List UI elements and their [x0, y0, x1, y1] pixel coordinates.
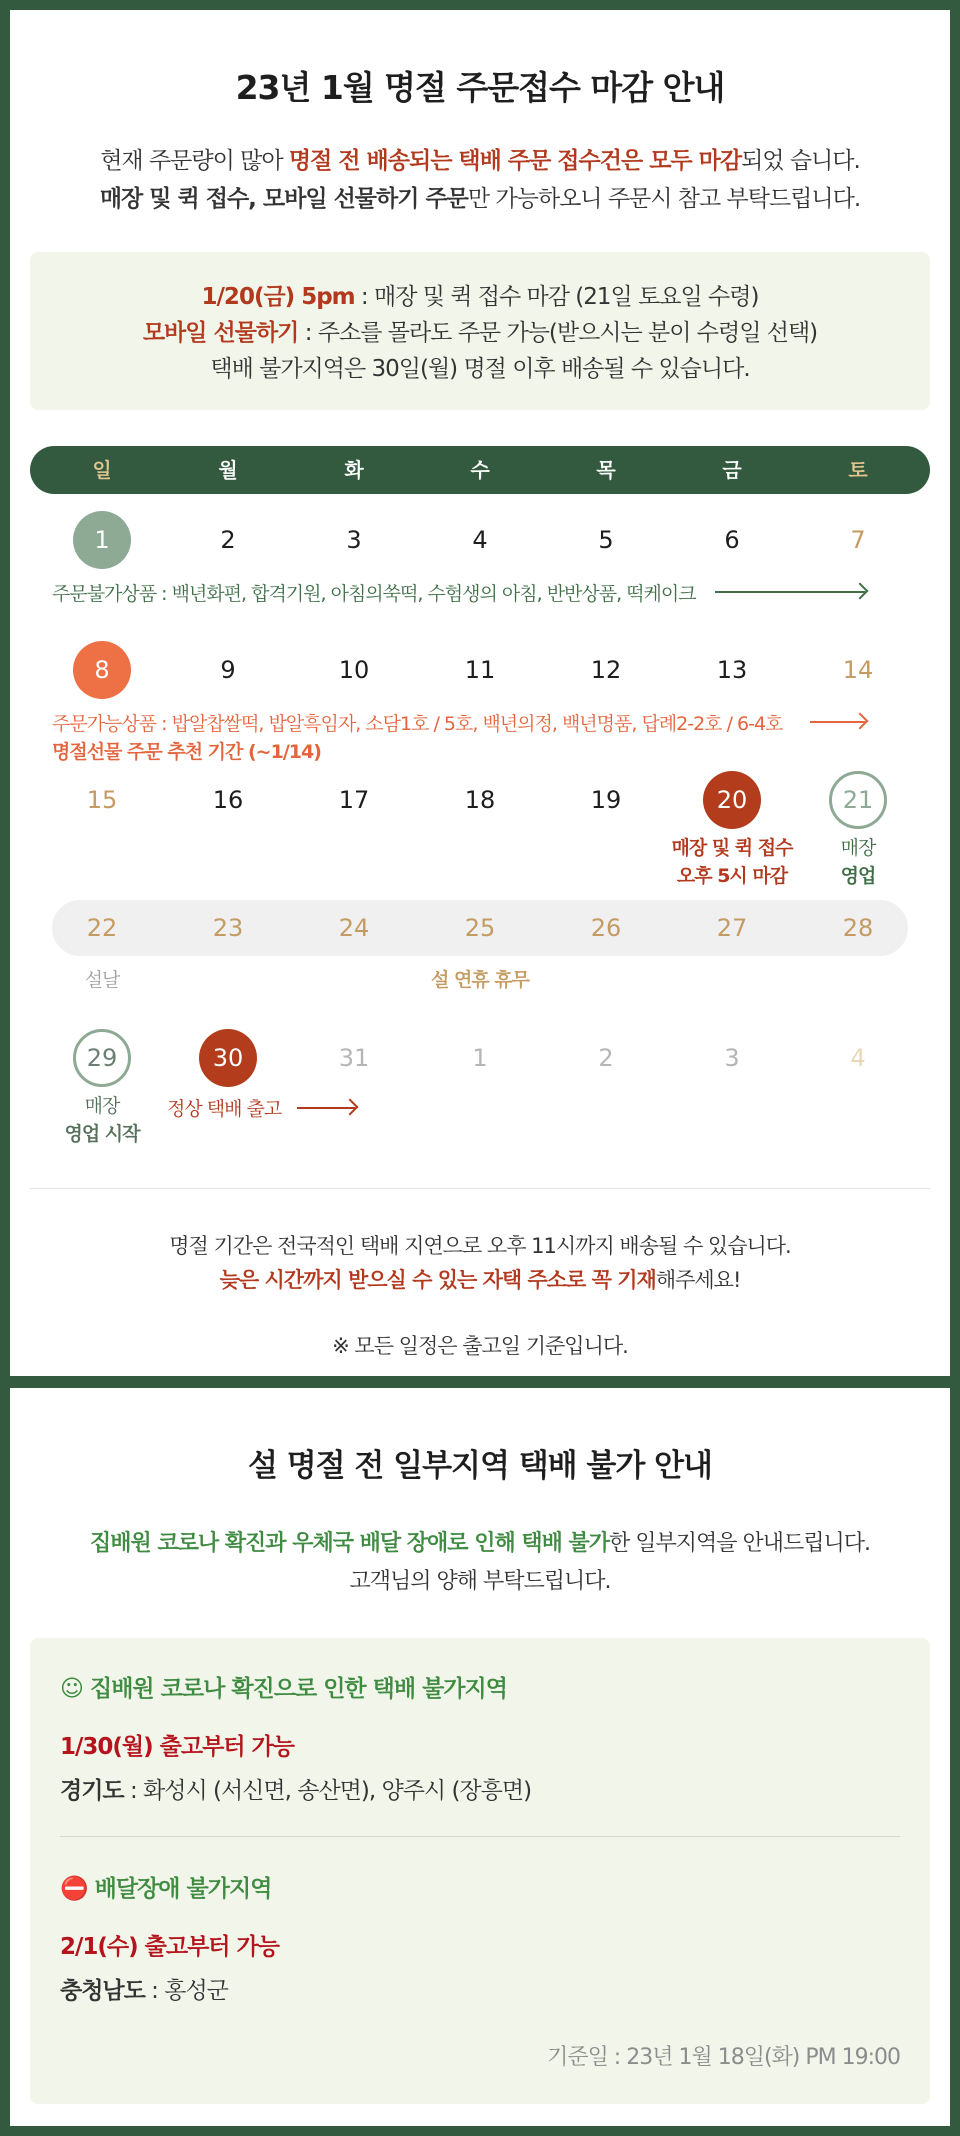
calendar-day: 5 [598, 526, 614, 554]
calendar-day: 3 [724, 1044, 740, 1072]
calendar-day: 23 [212, 914, 244, 942]
calendar-weekday-header [30, 446, 930, 494]
calendar-day: 21 [829, 771, 887, 829]
region-name: 충청남도 [60, 1978, 145, 2004]
calendar-day: 13 [716, 656, 748, 684]
address-notice [10, 1264, 950, 1294]
weekday-wed: 수 [470, 458, 490, 482]
group2-date: 2/1(수) 출고부터 가능 [60, 1934, 279, 1960]
holiday-closed-note: 설 연휴 휴무 [431, 969, 529, 991]
smile-emoji-icon: ☺ [60, 1676, 83, 1702]
calendar-day: 14 [842, 656, 874, 684]
note-line: 영업 [840, 865, 876, 887]
calendar-day: 8 [73, 641, 131, 699]
calendar-day: 16 [212, 786, 244, 814]
restriction-intro-1 [10, 1526, 950, 1557]
weekday-sun: 일 [92, 458, 112, 482]
note-line: 오후 5시 마감 [676, 865, 788, 887]
calendar-day: 30 [199, 1029, 257, 1087]
weekday-mon: 월 [218, 458, 238, 482]
deadline-20-note [652, 834, 812, 890]
restriction-intro-2: 고객님의 양해 부탁드립니다. [349, 1569, 611, 1594]
intro-line-2 [10, 180, 950, 213]
notice-text: : 주소를 몰라도 주문 가능(받으시는 분이 수령일 선택) [298, 320, 818, 346]
intro-bold: 매장 및 퀵 접수, 모바일 선물하기 주문 [99, 186, 468, 212]
calendar-day: 28 [842, 914, 874, 942]
calendar-day: 1 [73, 511, 131, 569]
arrow-right-icon [715, 591, 865, 593]
page-title: 23년 1월 명절 주문접수 마감 안내 [235, 68, 725, 107]
restriction-highlight: 집배원 코로나 확진과 우체국 배달 장애로 인해 택배 불가 [89, 1531, 610, 1556]
calendar-day: 4 [472, 526, 488, 554]
weekday-fri: 금 [722, 458, 742, 482]
calendar-day: 15 [86, 786, 118, 814]
order-deadline-panel [10, 10, 950, 1376]
notice-line-1 [30, 278, 930, 311]
recommend-period-note: 명절선물 주문 추천 기간 (~1/14) [52, 741, 321, 763]
calendar-day: 27 [716, 914, 748, 942]
region-detail: : 홍성군 [144, 1978, 228, 2004]
group2-heading [60, 1870, 271, 1903]
intro-text: 현재 주문량이 많아 [100, 148, 289, 174]
deadline-notice-box [30, 252, 930, 410]
region-name: 경기도 [60, 1778, 124, 1804]
restriction-box [30, 1638, 930, 2104]
group1-title: 집배원 코로나 확진으로 인한 택배 불가지역 [90, 1676, 507, 1702]
calendar-day: 7 [850, 526, 866, 554]
calendar-day: 18 [464, 786, 496, 814]
intro-line-1 [10, 142, 950, 175]
note-line: 영업 시작 [64, 1123, 140, 1145]
calendar-day: 22 [86, 914, 118, 942]
notice-text: : 매장 및 퀵 접수 마감 (21일 토요일 수령) [354, 284, 759, 310]
weekday-tue: 화 [344, 458, 364, 482]
address-highlight: 늦은 시간까지 받으실 수 있는 자택 주소로 꼭 기재 [219, 1268, 656, 1292]
arrow-right-icon [297, 1107, 355, 1109]
group1-heading [60, 1670, 507, 1703]
intro-text: 만 가능하오니 주문시 참고 부탁드립니다. [467, 186, 861, 212]
intro-highlight: 명절 전 배송되는 택배 주문 접수건은 모두 마감 [288, 148, 742, 174]
schedule-basis-note: ※ 모든 일정은 출고일 기준입니다. [332, 1334, 628, 1358]
available-products-note: 주문가능상품 : 밥알찹쌀떡, 밥알흑임자, 소담1호 / 5호, 백년의정, 백년명품, 답례2-2호 / 6-4호 [52, 713, 783, 735]
restriction-text: 한 일부지역을 안내드립니다. [609, 1531, 871, 1556]
calendar-day: 17 [338, 786, 370, 814]
region-detail: : 화성시 (서신면, 송산면), 양주시 (장흥면) [123, 1778, 532, 1804]
delivery-restriction-panel [10, 1388, 950, 2126]
calendar-day: 12 [590, 656, 622, 684]
divider [30, 1188, 930, 1189]
delay-notice: 명절 기간은 전국적인 택배 지연으로 오후 11시까지 배송될 수 있습니다. [169, 1234, 791, 1258]
calendar-day: 1 [472, 1044, 488, 1072]
calendar-day: 29 [73, 1029, 131, 1087]
calendar-day: 2 [220, 526, 236, 554]
notice-line-3: 택배 불가지역은 30일(월) 명절 이후 배송될 수 있습니다. [210, 356, 750, 382]
weekday-thu: 목 [596, 458, 616, 482]
calendar-day: 24 [338, 914, 370, 942]
arrow-right-icon [810, 721, 865, 723]
calendar-day: 3 [346, 526, 362, 554]
divider [60, 1836, 900, 1837]
unavailable-products-note: 주문불가상품 : 백년화편, 합격기원, 아침의쑥떡, 수험생의 아침, 반반상품, 떡케이크 [52, 583, 696, 605]
base-date: 기준일 : 23년 1월 18일(화) PM 19:00 [547, 2045, 900, 2070]
address-text: 해주세요! [655, 1268, 741, 1292]
intro-text-end: 되었 습니다. [741, 148, 860, 174]
group2-region-line [60, 1972, 228, 2005]
store-open-start-note [42, 1092, 162, 1148]
calendar-day: 11 [464, 656, 496, 684]
calendar-day: 4 [850, 1044, 866, 1072]
normal-shipping-note: 정상 택배 출고 [167, 1098, 282, 1120]
no-entry-icon: ⛔ [60, 1876, 88, 1902]
calendar-day: 26 [590, 914, 622, 942]
calendar-day: 2 [598, 1044, 614, 1072]
calendar-day: 10 [338, 656, 370, 684]
group2-title: 배달장애 불가지역 [94, 1876, 272, 1902]
group1-date: 1/30(월) 출고부터 가능 [60, 1734, 294, 1760]
calendar-day: 9 [220, 656, 236, 684]
section-title: 설 명절 전 일부지역 택배 불가 안내 [248, 1448, 712, 1484]
calendar-day: 6 [724, 526, 740, 554]
store-open-21-note [808, 834, 908, 890]
lunar-new-year-note: 설날 [84, 969, 120, 991]
note-line: 매장 [84, 1095, 120, 1117]
note-line: 매장 및 퀵 접수 [671, 837, 793, 859]
calendar-day: 31 [338, 1044, 370, 1072]
notice-mobile-gift: 모바일 선물하기 [142, 320, 299, 346]
group1-region-line [60, 1772, 531, 1805]
calendar-day: 25 [464, 914, 496, 942]
notice-date: 1/20(금) 5pm [201, 284, 355, 310]
calendar-day: 19 [590, 786, 622, 814]
calendar-day: 20 [703, 771, 761, 829]
notice-line-2 [30, 314, 930, 347]
weekday-sat: 토 [848, 458, 868, 482]
note-line: 매장 [840, 837, 876, 859]
